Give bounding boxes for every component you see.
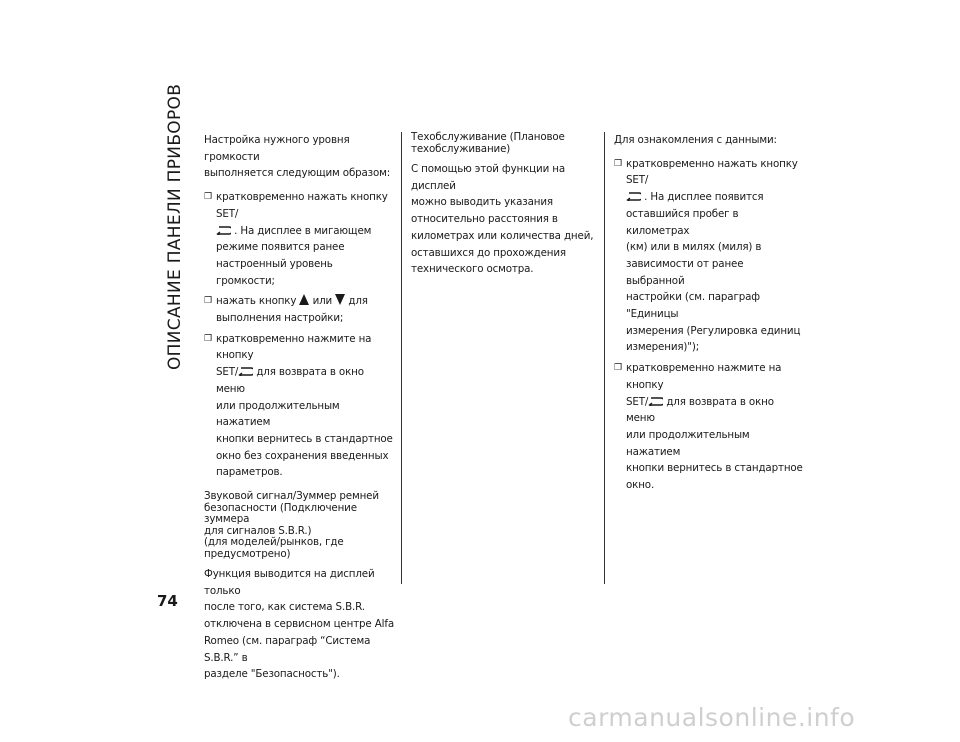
text-line: режиме появится ранее	[216, 241, 345, 254]
checkbox-bullet-icon: ❒	[614, 158, 622, 169]
text-line: технического осмотра.	[411, 263, 534, 276]
text-line: Для ознакомления с данными:	[614, 134, 777, 146]
watermark: carmanualsonline.info	[568, 703, 856, 732]
column-maintenance	[411, 132, 599, 285]
text-line: предусмотрено)	[204, 547, 291, 560]
list-item	[614, 156, 804, 356]
text-line	[626, 189, 804, 206]
checkbox-bullet-icon: ❒	[204, 333, 212, 344]
text-line: разделе "Безопасность").	[204, 668, 340, 681]
list-item	[204, 189, 394, 289]
text-line	[216, 223, 394, 240]
text-line: зависимости от ранее выбранной	[626, 257, 744, 287]
text-fragment: нажать кнопку	[216, 295, 297, 308]
return-arrow-icon	[626, 192, 641, 201]
text-line: кратковременно нажмите на кнопку	[626, 362, 782, 391]
text-fragment: для	[348, 295, 368, 308]
list-item	[204, 293, 394, 326]
text-line: или продолжительным нажатием	[626, 428, 750, 458]
page-number: 74	[157, 592, 178, 610]
text-line: (км) или в милях (миля) в	[626, 241, 762, 254]
checkbox-bullet-icon: ❒	[204, 296, 212, 307]
body-paragraph	[411, 161, 599, 278]
text-line: настройки (см. параграф "Единицы	[626, 291, 760, 321]
text-line: кратковременно нажать кнопку SET/	[216, 191, 388, 220]
text-line: можно выводить указания	[411, 196, 553, 209]
text-line: километрах или количества дней,	[411, 229, 594, 242]
text-line: Функция выводится на дисплей только	[204, 568, 375, 597]
text-fragment: SET/	[216, 366, 239, 379]
text-fragment: . На дисплее появится	[644, 191, 764, 204]
text-line: кратковременно нажать кнопку SET/	[626, 157, 798, 187]
text-line: кратковременно нажмите на кнопку	[216, 332, 372, 362]
text-line: измерения)");	[626, 341, 700, 354]
column-view-data	[614, 132, 804, 498]
body-paragraph	[204, 566, 394, 683]
text-line: оставшихся до прохождения	[411, 246, 566, 259]
return-arrow-icon	[216, 226, 231, 235]
text-line: настроенный уровень громкости;	[216, 257, 333, 287]
text-line: Настройка нужного уровня громкости	[204, 134, 350, 163]
text-line: Звуковой сигнал/Зуммер ремней	[204, 490, 379, 503]
text-line	[216, 364, 394, 397]
section-title-text: ОПИСАНИЕ ПАНЕЛИ ПРИБОРОВ	[165, 83, 185, 370]
return-arrow-icon	[648, 397, 663, 406]
text-line: параметров.	[216, 466, 283, 479]
text-line: окно.	[626, 479, 655, 492]
text-line: Romeo (см. параграф “Система S.B.R.” в	[204, 634, 371, 664]
section-heading	[411, 132, 599, 155]
text-line: С помощью этой функции на дисплей	[411, 163, 565, 192]
text-fragment: . На дисплее в мигающем	[234, 224, 372, 237]
text-line: (для моделей/рынков, где	[204, 536, 344, 549]
text-line: или продолжительным нажатием	[216, 399, 340, 429]
intro-paragraph	[614, 132, 804, 149]
list-item	[614, 360, 804, 494]
down-triangle-icon	[335, 294, 345, 305]
up-triangle-icon	[299, 294, 309, 305]
column-divider	[604, 132, 605, 584]
text-fragment: для возврата в окно меню	[216, 366, 364, 395]
text-line: техобслуживание)	[411, 142, 511, 155]
text-fragment: SET/	[626, 395, 649, 408]
text-line: кнопки вернитесь в стандартное	[216, 432, 393, 445]
text-line: кнопки вернитесь в стандартное	[626, 462, 803, 475]
text-fragment: для возврата в окно меню	[626, 395, 774, 425]
text-line: выполняется следующим образом:	[204, 167, 391, 180]
text-line: после того, как система S.B.R.	[204, 601, 365, 614]
column-divider	[401, 132, 402, 584]
return-arrow-icon	[238, 367, 253, 376]
text-line: безопасности (Подключение зуммера	[204, 501, 357, 526]
text-line: отключена в сервисном центре Alfa	[204, 618, 394, 631]
text-line: выполнения настройки;	[216, 312, 344, 325]
intro-paragraph	[204, 132, 394, 182]
text-line: для сигналов S.B.R.)	[204, 524, 312, 537]
section-title	[163, 83, 189, 370]
text-line: Техобслуживание (Плановое	[411, 131, 565, 143]
checkbox-bullet-icon: ❒	[614, 363, 622, 374]
column-volume-settings	[204, 132, 394, 690]
list-item	[204, 331, 394, 481]
text-line: измерения (Регулировка единиц	[626, 324, 801, 337]
text-line: окно без сохранения введенных	[216, 449, 389, 462]
checkbox-bullet-icon: ❒	[204, 192, 212, 203]
text-line	[626, 394, 804, 427]
text-line: относительно расстояния в	[411, 213, 558, 226]
text-line: оставшийся пробег в километрах	[626, 207, 739, 237]
text-line	[216, 293, 394, 310]
text-fragment: или	[312, 295, 333, 308]
section-heading	[204, 491, 394, 560]
